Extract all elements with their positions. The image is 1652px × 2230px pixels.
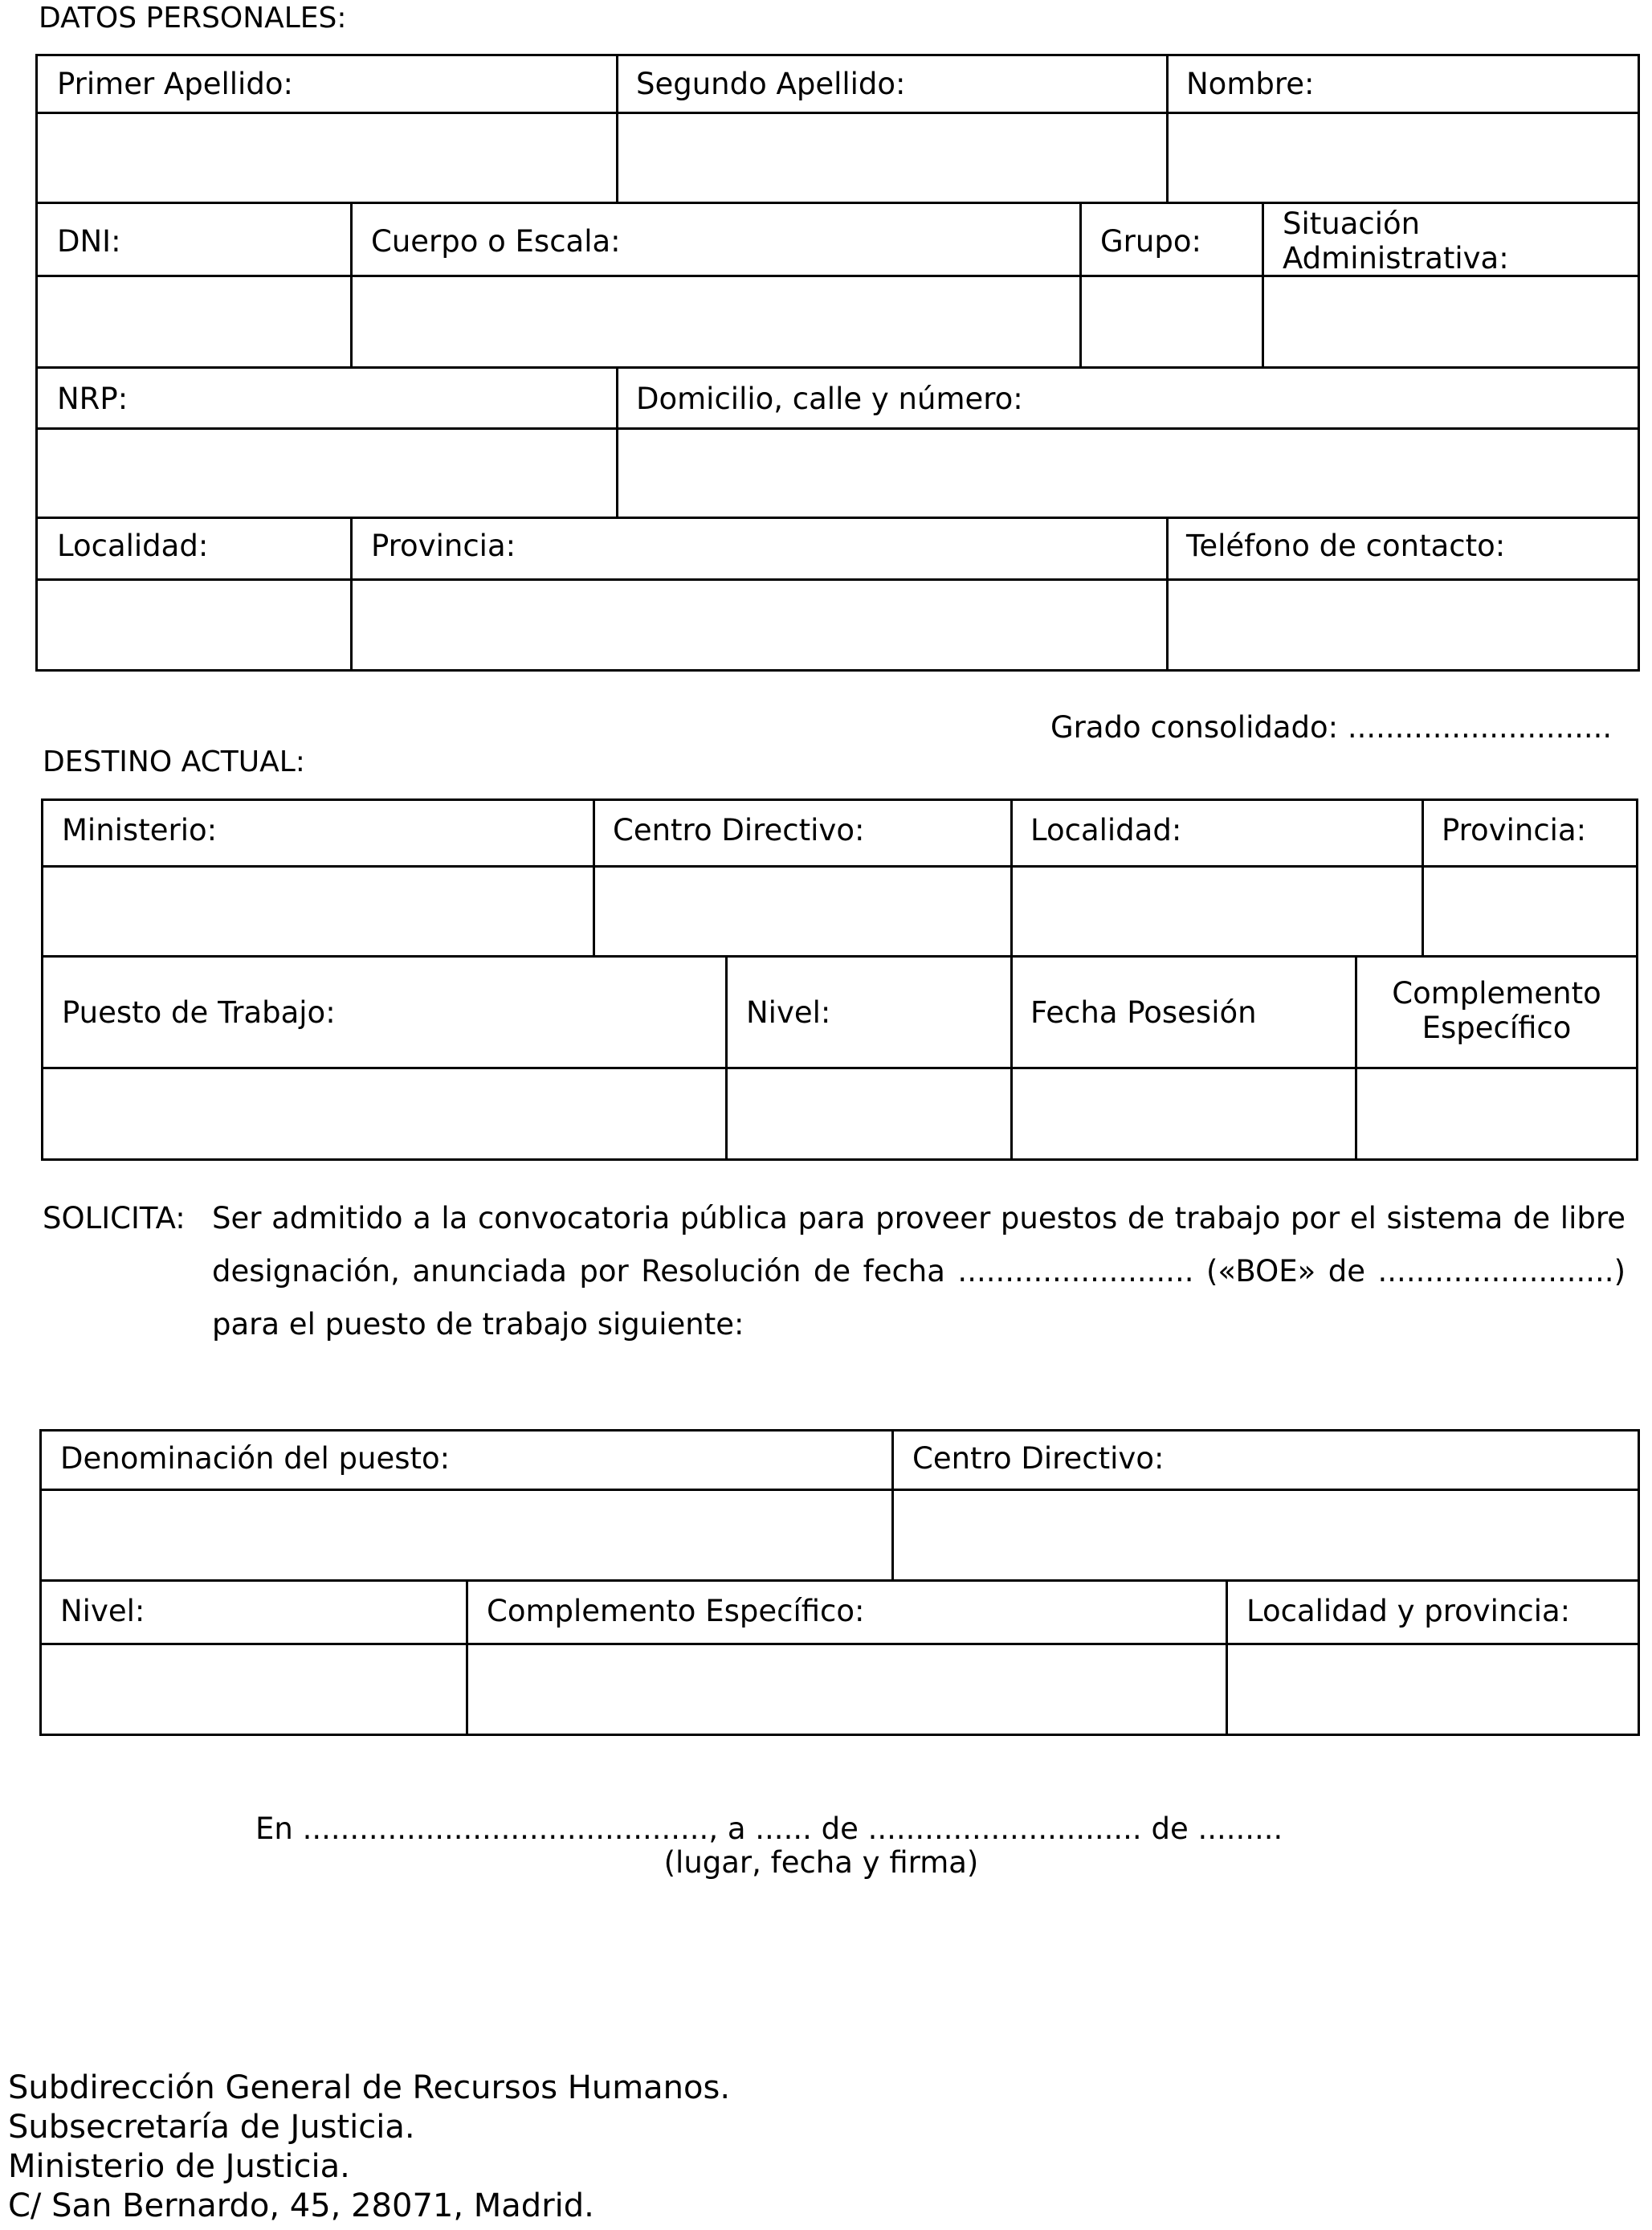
localidad-provincia-field[interactable]: [1228, 1645, 1638, 1734]
cuerpo-escala-field[interactable]: [353, 277, 1079, 366]
complemento-label-line2: Específico: [1422, 1010, 1572, 1045]
centro-directivo-label: Centro Directivo:: [613, 813, 865, 847]
solicitado-complemento-field[interactable]: [468, 1645, 1226, 1734]
dni-field[interactable]: [38, 277, 350, 366]
nombre-label: Nombre:: [1186, 67, 1315, 101]
nrp-field[interactable]: [38, 430, 616, 517]
segundo-apellido-label: Segundo Apellido:: [636, 67, 906, 101]
footer-line3: Ministerio de Justicia.: [8, 2148, 350, 2185]
datos-personales-title: DATOS PERSONALES:: [39, 2, 347, 35]
localidad-field[interactable]: [38, 581, 350, 669]
telefono-field[interactable]: [1169, 581, 1638, 669]
grupo-field[interactable]: [1082, 277, 1262, 366]
segundo-apellido-field[interactable]: [618, 114, 1166, 202]
situacion-label-line2: Administrativa:: [1283, 240, 1509, 276]
complemento-especifico-label: [1357, 977, 1636, 1045]
solicitado-centro-directivo-field[interactable]: [894, 1491, 1638, 1579]
situacion-label-line1: Situación: [1283, 206, 1421, 241]
provincia-field[interactable]: [353, 581, 1166, 669]
ministerio-label: Ministerio:: [62, 813, 218, 847]
footer-line2: Subsecretaría de Justicia.: [8, 2109, 415, 2146]
denominacion-puesto-field[interactable]: [42, 1491, 891, 1579]
fecha-posesion-field[interactable]: [1013, 1069, 1355, 1158]
destino-provincia-field[interactable]: [1424, 868, 1636, 955]
complemento-especifico-field[interactable]: [1357, 1069, 1636, 1158]
puesto-trabajo-field[interactable]: [43, 1069, 725, 1158]
centro-directivo-field[interactable]: [595, 868, 1010, 955]
destino-localidad-field[interactable]: [1013, 868, 1422, 955]
fecha-posesion-label: Fecha Posesión: [1030, 995, 1257, 1030]
firma-line: En ..........................................., a ...... de ............................. de .........: [255, 1811, 1283, 1846]
localidad-provincia-label: Localidad y provincia:: [1246, 1594, 1571, 1628]
dni-label: DNI:: [57, 224, 121, 259]
grupo-label: Grupo:: [1100, 224, 1201, 259]
situacion-administrativa-label: [1283, 207, 1509, 276]
solicita-label: SOLICITA:: [43, 1201, 186, 1235]
destino-provincia-label: Provincia:: [1442, 813, 1587, 847]
solicitado-nivel-label: Nivel:: [60, 1594, 145, 1628]
footer-line1: Subdirección General de Recursos Humanos.: [8, 2069, 731, 2106]
situacion-administrativa-field[interactable]: [1264, 277, 1638, 366]
destino-nivel-field[interactable]: [728, 1069, 1010, 1158]
grado-consolidado: Grado consolidado: ............................: [1050, 710, 1613, 745]
primer-apellido-label: Primer Apellido:: [57, 67, 293, 101]
localidad-label: Localidad:: [57, 529, 209, 563]
complemento-label-line1: Complemento: [1392, 976, 1601, 1011]
nombre-field[interactable]: [1169, 114, 1638, 202]
primer-apellido-field[interactable]: [38, 114, 616, 202]
denominacion-puesto-label: Denominación del puesto:: [60, 1441, 451, 1476]
footer-line4: C/ San Bernardo, 45, 28071, Madrid.: [8, 2187, 594, 2224]
solicita-line2: designación, anunciada por Resolución de fecha ......................... («BOE» de .........................): [212, 1254, 1625, 1289]
solicitado-complemento-label: Complemento Específico:: [487, 1594, 865, 1628]
domicilio-label: Domicilio, calle y número:: [636, 382, 1023, 416]
solicita-line3: para el puesto de trabajo siguiente:: [212, 1307, 744, 1342]
solicita-line1: Ser admitido a la convocatoria pública para proveer puestos de trabajo por el sistema de libre: [212, 1201, 1625, 1235]
solicitado-nivel-field[interactable]: [42, 1645, 466, 1734]
nrp-label: NRP:: [57, 382, 128, 416]
destino-actual-title: DESTINO ACTUAL:: [43, 745, 305, 778]
domicilio-field[interactable]: [618, 430, 1638, 517]
solicitado-centro-directivo-label: Centro Directivo:: [912, 1441, 1165, 1476]
firma-caption: (lugar, fecha y firma): [663, 1845, 979, 1880]
cuerpo-escala-label: Cuerpo o Escala:: [371, 224, 621, 259]
destino-localidad-label: Localidad:: [1030, 813, 1182, 847]
ministerio-field[interactable]: [43, 868, 593, 955]
puesto-trabajo-label: Puesto de Trabajo:: [62, 995, 336, 1030]
destino-nivel-label: Nivel:: [746, 995, 831, 1030]
provincia-label: Provincia:: [371, 529, 516, 563]
telefono-label: Teléfono de contacto:: [1186, 529, 1506, 563]
